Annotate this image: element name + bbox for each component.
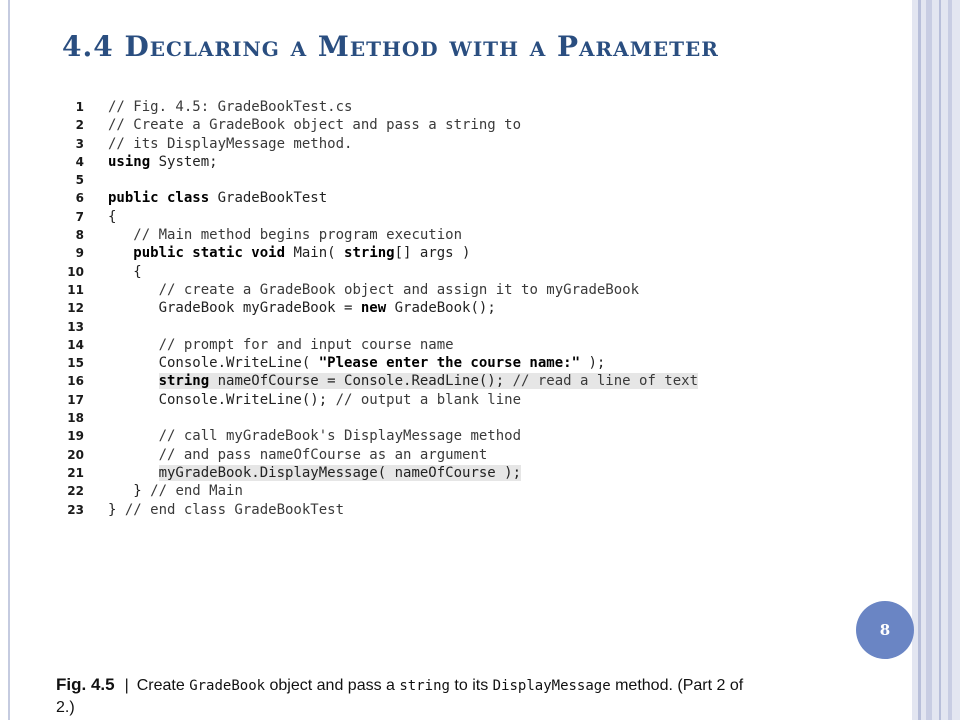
page-number-badge: 8 [856,601,914,659]
caption-text: to its [449,677,493,694]
code-line [62,446,762,464]
code-line [62,299,762,317]
line-number: 16 [67,374,84,389]
code-text: Console.WriteLine(); [108,391,336,408]
line-number: 5 [75,173,84,188]
code-comment: // Main method begins program execution [133,227,463,244]
right-stripe [926,0,932,720]
line-number: 13 [67,319,84,334]
code-keyword: using [108,153,151,170]
code-comment: // call myGradeBook's DisplayMessage method [158,428,522,445]
code-text: ); [580,355,606,372]
code-line [62,189,762,207]
code-text: Main( [285,245,345,262]
caption-text: Create [136,677,190,694]
code-line [62,391,762,409]
line-number: 19 [67,429,84,444]
code-keyword: public static void [133,245,286,262]
caption-code: DisplayMessage [492,678,611,694]
line-number: 22 [67,484,84,499]
line-number: 15 [67,356,84,371]
slide-title: 4.4 Declaring a Method with a Parameter [62,30,719,63]
right-decorative-band [912,0,960,720]
code-keyword: string [158,373,210,390]
code-line [62,226,762,244]
code-text: System; [150,153,218,170]
line-number: 6 [75,191,84,206]
right-stripe [939,0,941,720]
caption-text: object and pass a [265,677,400,694]
line-number: 4 [75,154,84,169]
code-line [62,171,762,189]
highlighted-code: myGradeBook.DisplayMessage( nameOfCourse ); [158,464,522,481]
code-text: Console.WriteLine( [108,355,319,372]
code-listing [62,98,762,519]
code-text: GradeBook myGradeBook = [108,300,361,317]
line-number: 12 [67,301,84,316]
code-line [62,318,762,336]
caption-text: method. (Part 2 of 2.) [56,677,744,716]
code-string: "Please enter the course name:" [318,355,581,372]
code-line [62,372,762,390]
code-comment: // and pass nameOfCourse as an argument [158,446,488,463]
code-line [62,501,762,519]
code-line [62,263,762,281]
caption-code: string [399,678,450,694]
code-comment: // Fig. 4.5: GradeBookTest.cs [108,99,353,115]
line-number: 3 [75,136,84,151]
code-keyword: string [344,245,395,262]
code-text: [] args ) [394,245,471,262]
code-line [62,464,762,482]
figure-label: Fig. 4.5 [56,675,115,694]
line-number: 9 [75,246,84,261]
code-text: { [108,263,142,280]
highlighted-code [159,373,698,389]
code-comment: // its DisplayMessage method. [108,135,353,152]
code-text: GradeBookTest [209,190,328,207]
line-number: 20 [67,447,84,462]
line-number: 21 [67,465,84,480]
line-number: 17 [67,392,84,407]
code-text: GradeBook(); [386,300,496,317]
line-number: 10 [67,264,84,279]
code-comment: // end class GradeBookTest [124,501,345,518]
code-line [62,244,762,262]
line-number: 8 [75,228,84,243]
code-line [62,208,762,226]
left-border-line [8,0,10,720]
code-comment: // Create a GradeBook object and pass a string to [108,117,522,134]
code-text: } [108,501,125,518]
code-line [62,409,762,427]
code-text: nameOfCourse = Console.ReadLine(); [209,373,513,390]
caption-separator: | [124,677,129,694]
line-number: 7 [75,209,84,224]
line-number: 11 [67,282,84,297]
line-number: 23 [67,502,84,517]
right-stripe [918,0,921,720]
code-line [62,482,762,500]
code-text: } [108,483,151,500]
line-number: 1 [75,100,84,114]
code-comment: // create a GradeBook object and assign it to myGradeBook [158,281,640,298]
caption-code: GradeBook [189,678,266,694]
code-keyword: new [360,300,387,317]
line-number: 2 [75,118,84,133]
code-line [62,153,762,171]
code-line [62,281,762,299]
code-line [62,98,762,116]
code-comment: // read a line of text [512,373,699,390]
code-comment: // prompt for and input course name [158,336,454,353]
code-comment: // end Main [150,483,243,500]
code-line [62,427,762,445]
code-line [62,336,762,354]
code-keyword: public class [108,190,210,207]
code-line [62,116,762,134]
code-line [62,354,762,372]
figure-caption [56,674,756,719]
line-number: 14 [67,337,84,352]
code-line [62,135,762,153]
code-text: { [108,208,117,225]
right-stripe [948,0,952,720]
code-comment: // output a blank line [335,391,522,408]
line-number: 18 [67,411,84,426]
